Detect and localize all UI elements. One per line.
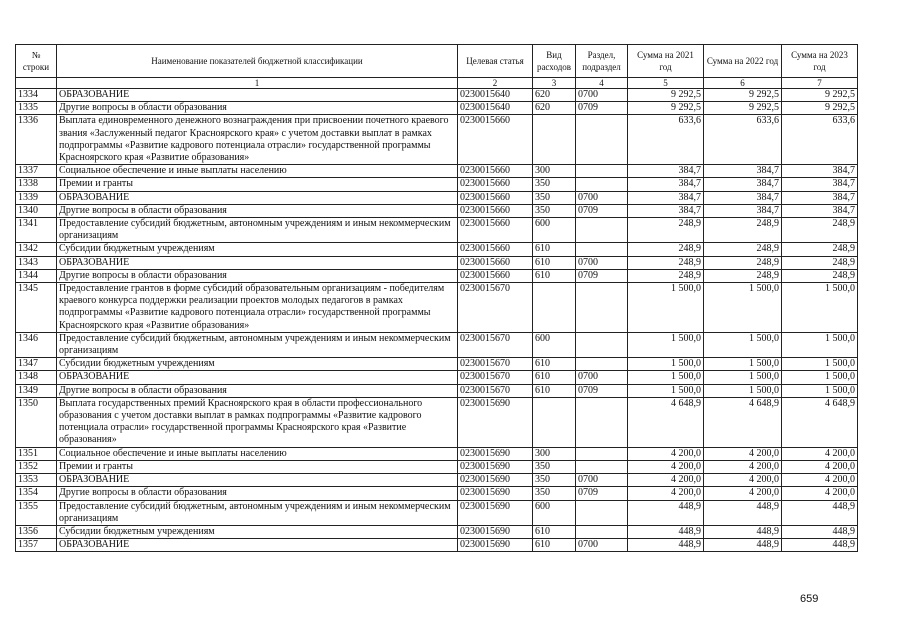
row-kind: 600 (533, 218, 576, 243)
table-row (16, 460, 858, 473)
table-row (16, 487, 858, 500)
row-sum-2021: 248,9 (628, 269, 704, 282)
row-name: Предоставление субсидий бюджетным, автономным учреждениям и иным некоммерческим организациям (57, 500, 458, 525)
row-section: 0700 (576, 256, 628, 269)
row-number: 1339 (16, 191, 57, 204)
table-row (16, 243, 858, 256)
row-sum-2023: 248,9 (782, 218, 858, 243)
row-number: 1341 (16, 218, 57, 243)
header-sum-2023: Сумма на 2023 год (782, 45, 858, 78)
row-sum-2021: 4 200,0 (628, 460, 704, 473)
row-section (576, 165, 628, 178)
row-name: Другие вопросы в области образования (57, 384, 458, 397)
table-row (16, 178, 858, 191)
row-sum-2022: 384,7 (704, 191, 782, 204)
row-sum-2023: 384,7 (782, 165, 858, 178)
row-sum-2022: 4 200,0 (704, 474, 782, 487)
table-body (16, 89, 858, 552)
row-sum-2023: 248,9 (782, 256, 858, 269)
row-name: Субсидии бюджетным учреждениям (57, 243, 458, 256)
row-sum-2021: 1 500,0 (628, 384, 704, 397)
row-sum-2021: 1 500,0 (628, 332, 704, 357)
row-section: 0709 (576, 269, 628, 282)
row-sum-2023: 9 292,5 (782, 102, 858, 115)
row-kind: 610 (533, 256, 576, 269)
row-number: 1335 (16, 102, 57, 115)
row-kind: 610 (533, 371, 576, 384)
row-kind: 610 (533, 525, 576, 538)
table-row (16, 397, 858, 447)
row-number: 1346 (16, 332, 57, 357)
row-target-code: 0230015640 (458, 102, 533, 115)
row-sum-2021: 248,9 (628, 243, 704, 256)
row-kind (533, 397, 576, 447)
row-sum-2022: 448,9 (704, 500, 782, 525)
row-name: Другие вопросы в области образования (57, 204, 458, 217)
row-sum-2021: 9 292,5 (628, 89, 704, 102)
row-target-code: 0230015660 (458, 204, 533, 217)
row-sum-2022: 1 500,0 (704, 332, 782, 357)
row-name: Предоставление грантов в форме субсидий образовательным организациям - победителям краевого конкурса поддержки реализации проектов молодых педагогов в рамках подпрограммы «Развитие кадрового потенциала отрасли» государственной программы Красноярского края «Развитие образования» (57, 283, 458, 333)
row-sum-2021: 633,6 (628, 115, 704, 165)
row-section (576, 447, 628, 460)
row-sum-2023: 248,9 (782, 243, 858, 256)
row-sum-2021: 4 200,0 (628, 447, 704, 460)
row-sum-2023: 248,9 (782, 269, 858, 282)
table-row (16, 474, 858, 487)
row-sum-2023: 448,9 (782, 539, 858, 552)
table-row (16, 332, 858, 357)
row-target-code: 0230015670 (458, 384, 533, 397)
row-kind: 350 (533, 460, 576, 473)
row-kind: 610 (533, 243, 576, 256)
row-sum-2021: 4 200,0 (628, 474, 704, 487)
row-number: 1340 (16, 204, 57, 217)
column-number: 1 (57, 78, 458, 89)
row-kind: 350 (533, 178, 576, 191)
row-kind (533, 283, 576, 333)
row-name: Предоставление субсидий бюджетным, автономным учреждениям и иным некоммерческим организациям (57, 218, 458, 243)
row-kind: 610 (533, 384, 576, 397)
row-number: 1353 (16, 474, 57, 487)
row-name: Выплата единовременного денежного вознаграждения при присвоении почетного краевого звания «Заслуженный педагог Красноярского края» с учетом доставки выплат в рамках подпрограммы «Развитие кадрового потенциала отрасли» государственной программы Красноярского края «Развитие образования» (57, 115, 458, 165)
row-number: 1347 (16, 358, 57, 371)
row-target-code: 0230015690 (458, 539, 533, 552)
row-sum-2022: 448,9 (704, 539, 782, 552)
row-sum-2023: 1 500,0 (782, 371, 858, 384)
row-target-code: 0230015660 (458, 218, 533, 243)
row-sum-2021: 9 292,5 (628, 102, 704, 115)
row-section: 0709 (576, 487, 628, 500)
row-name: ОБРАЗОВАНИЕ (57, 474, 458, 487)
row-sum-2021: 384,7 (628, 204, 704, 217)
row-sum-2023: 384,7 (782, 204, 858, 217)
header-row-no: № строки (16, 45, 57, 78)
row-sum-2022: 4 648,9 (704, 397, 782, 447)
row-kind: 620 (533, 102, 576, 115)
row-sum-2022: 248,9 (704, 243, 782, 256)
column-number: 4 (576, 78, 628, 89)
row-kind: 300 (533, 165, 576, 178)
row-sum-2021: 4 648,9 (628, 397, 704, 447)
row-target-code: 0230015640 (458, 89, 533, 102)
row-section: 0709 (576, 102, 628, 115)
row-target-code: 0230015660 (458, 269, 533, 282)
row-section (576, 332, 628, 357)
header-target: Целевая статья (458, 45, 533, 78)
row-sum-2022: 633,6 (704, 115, 782, 165)
row-section: 0700 (576, 474, 628, 487)
row-number: 1343 (16, 256, 57, 269)
row-sum-2023: 4 200,0 (782, 474, 858, 487)
row-sum-2023: 384,7 (782, 178, 858, 191)
table-row (16, 269, 858, 282)
row-number: 1357 (16, 539, 57, 552)
row-name: Социальное обеспечение и иные выплаты населению (57, 165, 458, 178)
row-number: 1336 (16, 115, 57, 165)
row-number: 1350 (16, 397, 57, 447)
row-sum-2022: 9 292,5 (704, 102, 782, 115)
row-section (576, 500, 628, 525)
row-number: 1355 (16, 500, 57, 525)
row-target-code: 0230015690 (458, 447, 533, 460)
row-sum-2022: 384,7 (704, 165, 782, 178)
row-kind: 350 (533, 474, 576, 487)
row-name: ОБРАЗОВАНИЕ (57, 256, 458, 269)
row-section (576, 218, 628, 243)
row-kind: 350 (533, 191, 576, 204)
row-section: 0700 (576, 371, 628, 384)
row-sum-2021: 448,9 (628, 539, 704, 552)
header-section: Раздел, подраздел (576, 45, 628, 78)
row-target-code: 0230015670 (458, 332, 533, 357)
row-target-code: 0230015690 (458, 525, 533, 538)
row-number: 1342 (16, 243, 57, 256)
column-number: 2 (458, 78, 533, 89)
row-name: Предоставление субсидий бюджетным, автономным учреждениям и иным некоммерческим организациям (57, 332, 458, 357)
row-kind: 350 (533, 204, 576, 217)
row-target-code: 0230015660 (458, 178, 533, 191)
row-number: 1337 (16, 165, 57, 178)
table-header-row (16, 45, 858, 78)
row-sum-2022: 4 200,0 (704, 460, 782, 473)
row-sum-2023: 384,7 (782, 191, 858, 204)
row-section (576, 358, 628, 371)
row-name: Социальное обеспечение и иные выплаты населению (57, 447, 458, 460)
row-target-code: 0230015660 (458, 256, 533, 269)
row-name: Субсидии бюджетным учреждениям (57, 525, 458, 538)
row-sum-2023: 9 292,5 (782, 89, 858, 102)
row-section (576, 178, 628, 191)
row-kind: 600 (533, 332, 576, 357)
row-sum-2021: 448,9 (628, 500, 704, 525)
row-sum-2022: 9 292,5 (704, 89, 782, 102)
row-name: Премии и гранты (57, 178, 458, 191)
row-sum-2021: 1 500,0 (628, 358, 704, 371)
row-section (576, 397, 628, 447)
row-target-code: 0230015660 (458, 191, 533, 204)
row-section (576, 115, 628, 165)
page-number: 659 (800, 593, 819, 605)
row-name: ОБРАЗОВАНИЕ (57, 89, 458, 102)
row-target-code: 0230015660 (458, 243, 533, 256)
row-name: ОБРАЗОВАНИЕ (57, 191, 458, 204)
row-section (576, 283, 628, 333)
row-number: 1344 (16, 269, 57, 282)
row-target-code: 0230015660 (458, 115, 533, 165)
row-kind: 610 (533, 539, 576, 552)
row-sum-2023: 448,9 (782, 500, 858, 525)
column-number (16, 78, 57, 89)
row-section: 0700 (576, 89, 628, 102)
row-name: ОБРАЗОВАНИЕ (57, 539, 458, 552)
table-row (16, 371, 858, 384)
row-section: 0709 (576, 204, 628, 217)
row-sum-2021: 248,9 (628, 218, 704, 243)
table-row (16, 256, 858, 269)
row-section (576, 460, 628, 473)
row-sum-2022: 1 500,0 (704, 371, 782, 384)
header-sum-2022: Сумма на 2022 год (704, 45, 782, 78)
column-number: 3 (533, 78, 576, 89)
row-number: 1345 (16, 283, 57, 333)
row-sum-2021: 248,9 (628, 256, 704, 269)
table-row (16, 500, 858, 525)
row-sum-2021: 1 500,0 (628, 283, 704, 333)
row-target-code: 0230015690 (458, 474, 533, 487)
row-section: 0700 (576, 191, 628, 204)
row-target-code: 0230015690 (458, 397, 533, 447)
row-name: Другие вопросы в области образования (57, 487, 458, 500)
header-name: Наименование показателей бюджетной классификации (57, 45, 458, 78)
row-sum-2021: 384,7 (628, 191, 704, 204)
row-sum-2022: 248,9 (704, 218, 782, 243)
row-sum-2023: 1 500,0 (782, 358, 858, 371)
column-number: 7 (782, 78, 858, 89)
row-name: ОБРАЗОВАНИЕ (57, 371, 458, 384)
row-name: Субсидии бюджетным учреждениям (57, 358, 458, 371)
row-sum-2022: 384,7 (704, 178, 782, 191)
row-sum-2021: 448,9 (628, 525, 704, 538)
table-row (16, 218, 858, 243)
row-number: 1354 (16, 487, 57, 500)
row-target-code: 0230015670 (458, 283, 533, 333)
row-sum-2023: 4 200,0 (782, 447, 858, 460)
row-sum-2023: 1 500,0 (782, 332, 858, 357)
row-number: 1351 (16, 447, 57, 460)
row-sum-2022: 4 200,0 (704, 447, 782, 460)
row-number: 1349 (16, 384, 57, 397)
row-kind (533, 115, 576, 165)
table-row (16, 102, 858, 115)
row-target-code: 0230015690 (458, 500, 533, 525)
row-sum-2023: 1 500,0 (782, 384, 858, 397)
row-target-code: 0230015690 (458, 460, 533, 473)
row-sum-2022: 384,7 (704, 204, 782, 217)
table-row (16, 165, 858, 178)
column-numbers-row (16, 78, 858, 89)
row-name: Премии и гранты (57, 460, 458, 473)
row-target-code: 0230015690 (458, 487, 533, 500)
row-sum-2022: 4 200,0 (704, 487, 782, 500)
table-row (16, 525, 858, 538)
table-row (16, 539, 858, 552)
row-number: 1348 (16, 371, 57, 384)
row-sum-2022: 1 500,0 (704, 283, 782, 333)
row-sum-2022: 448,9 (704, 525, 782, 538)
row-sum-2022: 1 500,0 (704, 384, 782, 397)
row-number: 1334 (16, 89, 57, 102)
column-number: 6 (704, 78, 782, 89)
row-target-code: 0230015660 (458, 165, 533, 178)
row-kind: 620 (533, 89, 576, 102)
row-sum-2023: 1 500,0 (782, 283, 858, 333)
row-number: 1352 (16, 460, 57, 473)
row-section (576, 243, 628, 256)
row-sum-2023: 4 648,9 (782, 397, 858, 447)
row-sum-2023: 4 200,0 (782, 460, 858, 473)
row-sum-2021: 1 500,0 (628, 371, 704, 384)
row-sum-2023: 4 200,0 (782, 487, 858, 500)
table-row (16, 204, 858, 217)
row-sum-2023: 448,9 (782, 525, 858, 538)
row-number: 1356 (16, 525, 57, 538)
row-kind: 610 (533, 358, 576, 371)
table-row (16, 191, 858, 204)
table-row (16, 358, 858, 371)
table-row (16, 384, 858, 397)
table-row (16, 283, 858, 333)
row-sum-2022: 248,9 (704, 269, 782, 282)
row-sum-2022: 1 500,0 (704, 358, 782, 371)
table-row (16, 447, 858, 460)
header-sum-2021: Сумма на 2021 год (628, 45, 704, 78)
row-section: 0700 (576, 539, 628, 552)
row-number: 1338 (16, 178, 57, 191)
budget-table (15, 44, 858, 552)
row-sum-2022: 248,9 (704, 256, 782, 269)
row-section (576, 525, 628, 538)
row-sum-2023: 633,6 (782, 115, 858, 165)
row-name: Другие вопросы в области образования (57, 102, 458, 115)
header-kind: Вид расходов (533, 45, 576, 78)
table-row (16, 115, 858, 165)
row-target-code: 0230015670 (458, 371, 533, 384)
row-name: Выплата государственных премий Красноярского края в области профессионального образования с учетом доставки выплат в рамках подпрограммы «Развитие кадрового потенциала отрасли» государственной программы Красноярского края «Развитие образования» (57, 397, 458, 447)
column-number: 5 (628, 78, 704, 89)
row-target-code: 0230015670 (458, 358, 533, 371)
table-row (16, 89, 858, 102)
row-sum-2021: 384,7 (628, 178, 704, 191)
row-kind: 350 (533, 487, 576, 500)
row-section: 0709 (576, 384, 628, 397)
row-kind: 300 (533, 447, 576, 460)
row-sum-2021: 384,7 (628, 165, 704, 178)
row-name: Другие вопросы в области образования (57, 269, 458, 282)
row-kind: 600 (533, 500, 576, 525)
row-kind: 610 (533, 269, 576, 282)
row-sum-2021: 4 200,0 (628, 487, 704, 500)
